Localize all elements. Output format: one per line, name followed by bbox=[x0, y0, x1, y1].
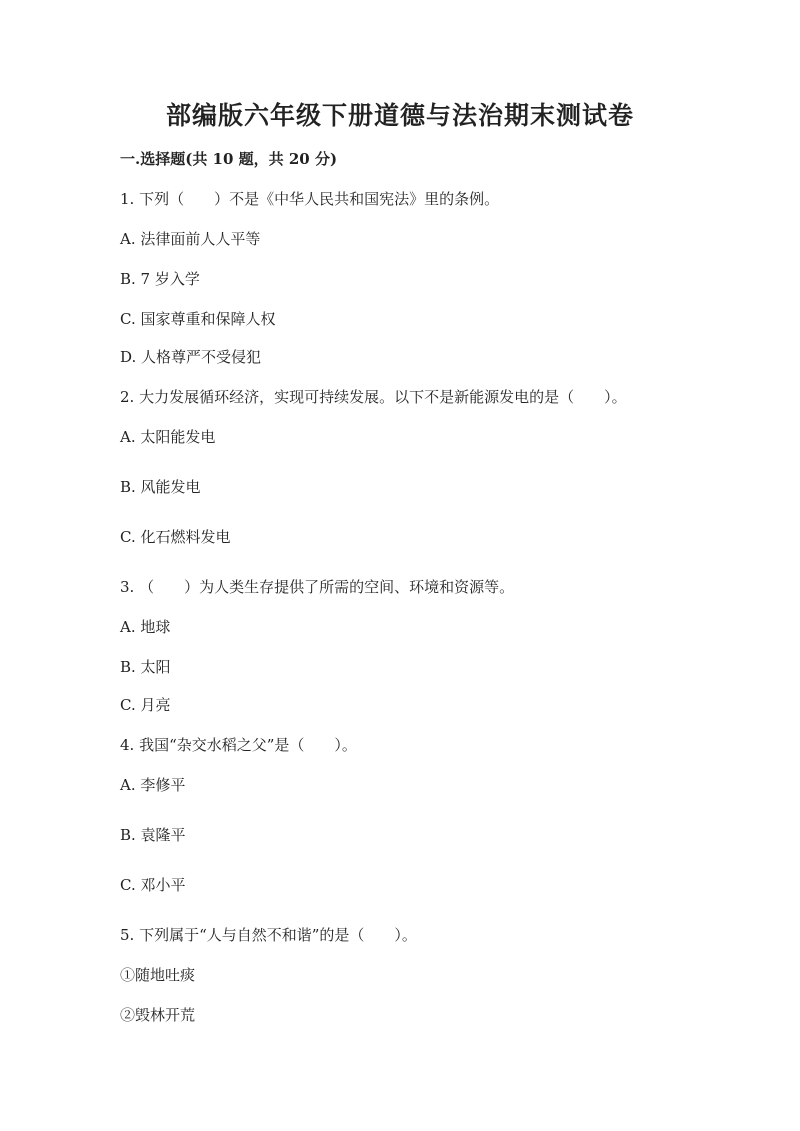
question-5-item-2: ②毁林开荒 bbox=[120, 1006, 196, 1024]
question-3-option-a: A. 地球 bbox=[120, 618, 171, 636]
question-1-option-a: A. 法律面前人人平等 bbox=[120, 230, 261, 248]
question-3-stem: 3. （ ）为人类生存提供了所需的空间、环境和资源等。 bbox=[120, 578, 515, 596]
question-2-option-c: C. 化石燃料发电 bbox=[120, 528, 231, 546]
question-3-option-c: C. 月亮 bbox=[120, 696, 171, 714]
section-heading: 一.选择题(共 10 题，共 20 分) bbox=[120, 150, 338, 168]
question-5-item-1: ①随地吐痰 bbox=[120, 966, 196, 984]
question-1-option-c: C. 国家尊重和保障人权 bbox=[120, 310, 276, 328]
question-4-option-a: A. 李修平 bbox=[120, 776, 186, 794]
question-4-stem: 4. 我国“杂交水稻之父”是（ ）。 bbox=[120, 736, 357, 754]
question-1-stem: 1. 下列（ ）不是《中华人民共和国宪法》里的条例。 bbox=[120, 190, 500, 208]
question-2-option-a: A. 太阳能发电 bbox=[120, 428, 216, 446]
question-1-option-d: D. 人格尊严不受侵犯 bbox=[120, 348, 262, 366]
question-4-option-b: B. 袁隆平 bbox=[120, 826, 186, 844]
question-3-option-b: B. 太阳 bbox=[120, 658, 171, 676]
question-1-option-b: B. 7 岁入学 bbox=[120, 270, 200, 288]
question-4-option-c: C. 邓小平 bbox=[120, 876, 186, 894]
question-2-stem: 2. 大力发展循环经济，实现可持续发展。以下不是新能源发电的是（ ）。 bbox=[120, 388, 627, 406]
question-5-stem: 5. 下列属于“人与自然不和谐”的是（ ）。 bbox=[120, 926, 417, 944]
page-title: 部编版六年级下册道德与法治期末测试卷 bbox=[165, 101, 634, 130]
question-2-option-b: B. 风能发电 bbox=[120, 478, 201, 496]
